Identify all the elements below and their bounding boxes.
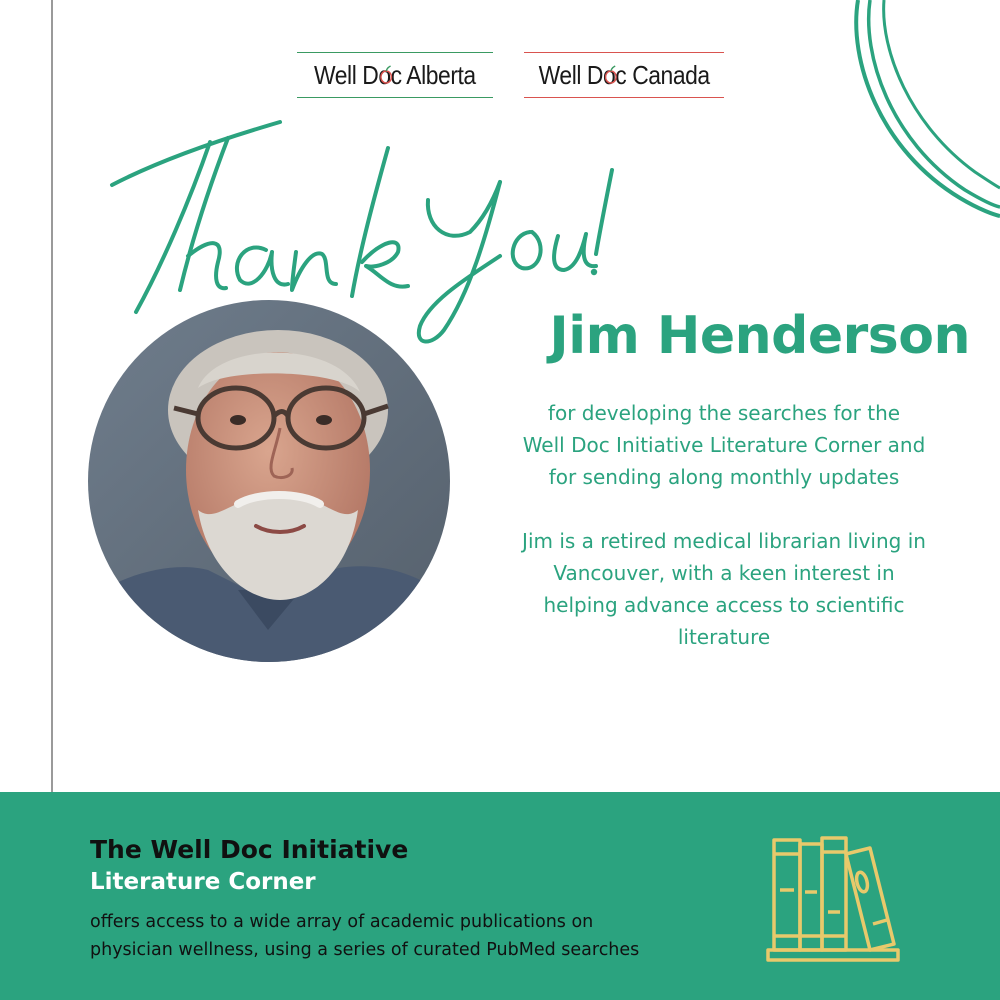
- exclamation-dot: [591, 269, 597, 275]
- books-icon: [762, 832, 902, 972]
- bio-line: Vancouver, with a keen interest in: [553, 561, 895, 585]
- footer-line: offers access to a wide array of academic publications on: [90, 912, 594, 932]
- bio-line: literature: [677, 625, 771, 649]
- bio-line: Jim is a retired medical librarian living in: [522, 529, 926, 553]
- logo-alberta-text-start: Well D: [314, 59, 379, 90]
- person-name: Jim Henderson: [549, 306, 970, 366]
- bio-description: [478, 525, 970, 653]
- logo-canada-text-end: c Canada: [615, 59, 710, 90]
- footer-banner: [0, 792, 1000, 1000]
- logo-alberta-text-end: c Alberta: [390, 59, 476, 90]
- thanks-line: for developing the searches for the: [547, 401, 901, 425]
- thanks-description: [478, 397, 970, 493]
- apple-icon: o: [602, 59, 616, 90]
- thanks-line: for sending along monthly updates: [548, 465, 900, 489]
- thanks-line: Well Doc Initiative Literature Corner and: [522, 433, 926, 457]
- footer-subtitle: Literature Corner: [90, 869, 316, 895]
- bio-line: helping advance access to scientific: [543, 593, 905, 617]
- logo-canada-text-start: Well D: [538, 59, 603, 90]
- portrait-photo: [88, 300, 450, 662]
- apple-icon: o: [378, 59, 391, 90]
- footer-title: The Well Doc Initiative: [90, 835, 409, 864]
- footer-description: [90, 908, 740, 964]
- footer-line: physician wellness, using a series of curated PubMed searches: [90, 940, 640, 960]
